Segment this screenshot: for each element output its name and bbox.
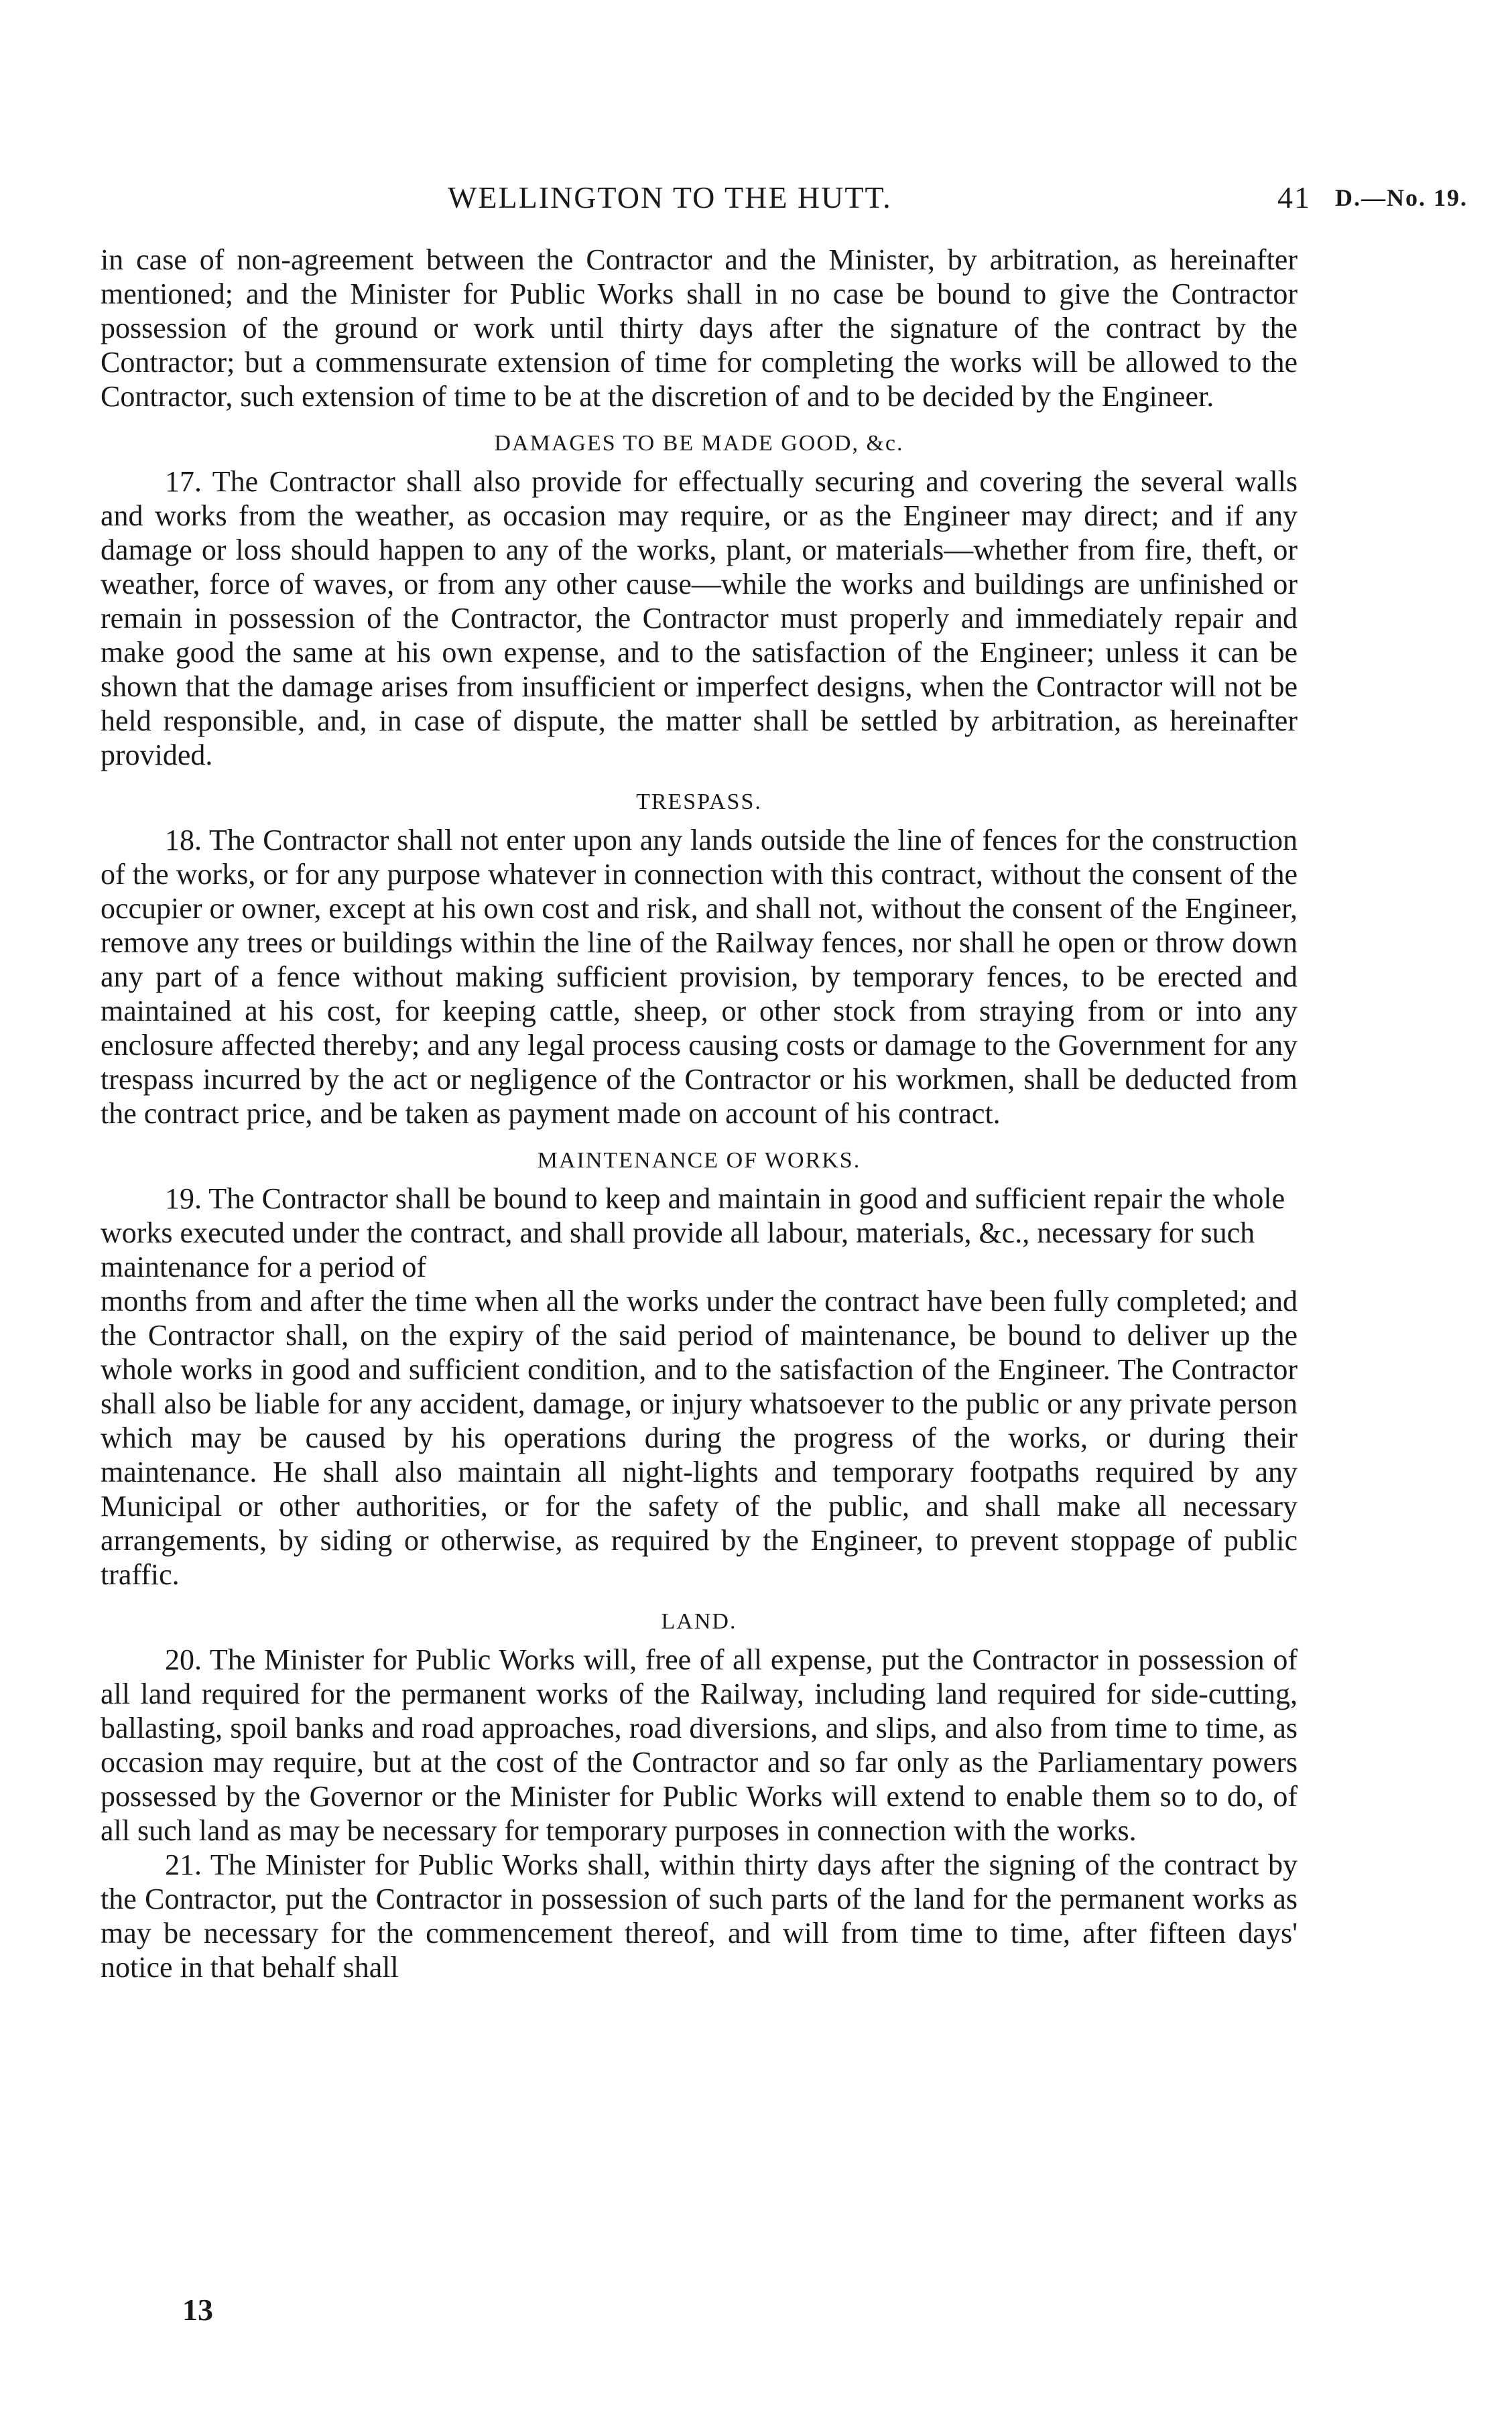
page-number: 41 bbox=[1277, 180, 1311, 214]
paragraph-19: 19. The Contractor shall be bound to keep and maintain in good and sufficient repair the whole works executed under the contract, and shall provide all labour, materials, &c., necessary for such maintenance for a period of bbox=[101, 1182, 1285, 1283]
paragraph-19-continued: months from and after the time when all the works under the contract have been fully completed; and the Contractor shall, on the expiry of the said period of maintenance, be bound to deliver up the whole works in good and sufficient condition, and to the satisfaction of the Engineer. The Contractor shall also be liable for any accident, damage, or injury whatsoever to the public or any private person which may be caused by his operations during the progress of the works, or during their maintenance. He shall also maintain all night-lights and temporary footpaths required by any Municipal or other authorities, or for the safety of the public, and shall make all necessary arrangements, by siding or otherwise, as required by the Engineer, to prevent stoppage of public traffic. bbox=[101, 1285, 1298, 1591]
paragraph-18: 18. The Contractor shall not enter upon any lands outside the line of fences for the construction of the works, or for any purpose whatever in connection with this contract, without the consent of the occupier or owner, except at his own cost and risk, and shall not, without the consent of the Engineer, remove any trees or buildings within the line of the Railway fences, nor shall he open or throw down any part of a fence without making sufficient provision, by temporary fences, to be erected and maintained at his cost, for keeping cattle, sheep, or other stock from straying from or into any enclosure affected thereby; and any legal process causing costs or damage to the Government for any trespass incurred by the act or negligence of the Contractor or his workmen, shall be deducted from the contract price, and be taken as payment made on account of his contract. bbox=[101, 824, 1298, 1130]
paragraph-21: 21. The Minister for Public Works shall, within thirty days after the signing of the contract by the Contractor, put the Contractor in possession of such parts of the land for the permanent works as may be necessary for the commencement thereof, and will from time to time, after fifteen days' notice in that behalf shall bbox=[101, 1848, 1298, 1984]
document-reference: D.—No. 19. bbox=[1335, 184, 1468, 211]
running-head bbox=[0, 180, 1512, 227]
continuation-paragraph: in case of non-agreement between the Contractor and the Minister, by arbitration, as hereinafter mentioned; and the Minister for Public Works shall in no case be bound to give the Contractor possession of the ground or work until thirty days after the signature of the contract by the Contractor; but a commensurate extension of time for completing the works will be allowed to the Contractor, such extension of time to be at the discretion of and to be decided by the Engineer. bbox=[101, 243, 1298, 413]
section-heading-damages: DAMAGES TO BE MADE GOOD, &c. bbox=[494, 431, 904, 456]
body-text bbox=[101, 243, 1298, 1984]
paragraph-17: 17. The Contractor shall also provide for effectually securing and covering the several walls and works from the weather, as occasion may require, or as the Engineer may direct; and if any damage or loss should happen to any of the works, plant, or materials—whether from fire, theft, or weather, force of waves, or from any other cause—while the works and buildings are unfinished or remain in possession of the Contractor, the Contractor must properly and immediately repair and make good the same at his own expense, and to the satisfaction of the Engineer; unless it can be shown that the damage arises from insufficient or imperfect designs, when the Contractor will not be held responsible, and, in case of dispute, the matter shall be settled by arbitration, as hereinafter provided. bbox=[101, 465, 1298, 771]
paragraph-20: 20. The Minister for Public Works will, free of all expense, put the Contractor in possession of all land required for the permanent works of the Railway, including land required for side-cutting, ballasting, spoil banks and road approaches, road diversions, and slips, and also from time to time, as occasion may require, but at the cost of the Contractor and so far only as the Parliamentary powers possessed by the Governor or the Minister for Public Works will extend to enable them so to do, of all such land as may be necessary for temporary purposes in connection with the works. bbox=[101, 1643, 1298, 1847]
section-heading-maintenance: MAINTENANCE OF WORKS. bbox=[537, 1148, 861, 1173]
running-title: WELLINGTON TO THE HUTT. bbox=[448, 180, 892, 214]
section-heading-land: LAND. bbox=[661, 1609, 737, 1634]
signature-mark: 13 bbox=[182, 2293, 213, 2327]
section-heading-trespass: TRESPASS. bbox=[636, 789, 762, 814]
